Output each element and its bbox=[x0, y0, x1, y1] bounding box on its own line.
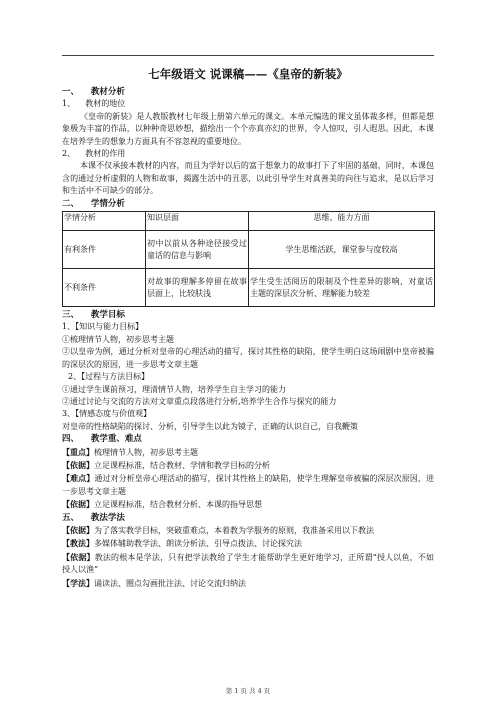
learning-method-label: 【学法】 bbox=[62, 577, 94, 588]
table-header-cell: 思维、能力方面 bbox=[249, 212, 435, 231]
goal-knowledge-heading: 1、【知识与能力目标】 bbox=[62, 322, 144, 332]
goal-attitude-item: 对皇帝的性格缺陷的探讨、分析，引导学生以此为镜子，正确的认识自己，自我鞭策 bbox=[62, 421, 358, 431]
document-body bbox=[62, 64, 434, 590]
goal-process-heading: 2、【过程与方法目标】 bbox=[68, 372, 150, 382]
table-row bbox=[63, 231, 435, 269]
paragraph-textbook-role: 本课不仅承接本教材的内容，而且为学好以后的富于想象力的故事打下了牢固的基础，同时，本课包含的通过分析虚假的人物和故事，揭露生活中的丑恶，以此引导学生对真善美的向往与追求，是以后学习和生活中不可缺少的部分。 bbox=[62, 161, 434, 196]
basis-text: 为了落实教学目标，突破重难点，本着教为学服务的原则，我准备采用以下教法 bbox=[94, 525, 374, 535]
learning-method bbox=[62, 577, 434, 590]
subheading-1-2: 2、 教材的作用 bbox=[62, 149, 126, 159]
page-number-footer: 第 1 页 共 4 页 bbox=[225, 687, 271, 695]
table-cell: 不利条件 bbox=[63, 269, 146, 307]
table-cell: 学生思维活跃，课堂参与度较高 bbox=[249, 231, 435, 269]
header-rule bbox=[62, 55, 434, 56]
section-heading-3: 三、 教学目标 bbox=[62, 310, 125, 321]
basis-label: 【依据】 bbox=[62, 459, 94, 470]
difficult-point-basis bbox=[62, 498, 434, 511]
goal-knowledge-item: ②以皇帝为例，通过分析对皇帝的心理活动的描写，探讨其性格的缺陷，使学生明白这场闹剧中皇帝被骗的深层次的原因，进一步思考文章主题 bbox=[62, 347, 434, 369]
basis-text: 立足课程标准，结合教材分析、本课的指导思想 bbox=[94, 500, 262, 510]
section-heading-2: 二、 学情分析 bbox=[62, 198, 125, 209]
table-cell: 学生受生活阅历的限制及个性差异的影响，对童话主题的深层次分析、理解能力较差 bbox=[249, 269, 435, 307]
key-point-label: 【重点】 bbox=[62, 446, 94, 457]
section-heading-1: 一、 教材分析 bbox=[62, 87, 125, 97]
section-heading-4: 四、 教学重、难点 bbox=[62, 434, 142, 445]
goal-knowledge-item: ①梳理情节人物，初步思考主题 bbox=[62, 334, 174, 344]
learning-basis bbox=[62, 551, 434, 577]
difficult-point-text: 通过对分析皇帝心理活动的描写，探讨其性格上的缺陷，使学生理解皇帝被骗的深层次原因，进一步思考文章主题 bbox=[62, 474, 434, 496]
basis-text: 教法的根本是学法，只有把学法教给了学生才能帮助学生更好地学习，正所谓“授人以鱼，不如授人以渔” bbox=[62, 552, 434, 575]
table-header-row bbox=[63, 212, 435, 231]
basis-label: 【依据】 bbox=[62, 551, 95, 562]
paragraph-textbook-status: 《皇帝的新装》是人教版教材七年级上册第六单元的课文。本单元编选的课文虽体裁多样，但都是想象极为丰富的作品，以种种奇思妙想，描绘出一个个亦真亦幻的世界，令人惊叹，引人遐思。因此，本课在培养学生的想象力方面具有不容忽视的重要地位。 bbox=[62, 111, 434, 146]
learning-method-text: 诵读法、圈点勾画批注法、讨论交流归纳法 bbox=[94, 578, 246, 588]
section-heading-5: 五、 教法学法 bbox=[62, 512, 125, 523]
key-point-text: 梳理情节人物，初步思考主题 bbox=[94, 447, 198, 457]
table-cell: 有利条件 bbox=[63, 231, 146, 269]
basis-text: 立足课程标准，结合教材、学情和教学目标的分析 bbox=[94, 460, 270, 470]
table-row bbox=[63, 269, 435, 307]
table-cell: 初中以前从各种途径接受过童话的信息与影响 bbox=[146, 231, 249, 269]
basis-label: 【依据】 bbox=[62, 524, 94, 535]
table-cell: 对故事的理解多停留在故事层面上，比较肤浅 bbox=[146, 269, 249, 307]
key-point-basis bbox=[62, 459, 434, 472]
teaching-method-label: 【教法】 bbox=[62, 538, 94, 549]
difficult-point-label: 【难点】 bbox=[62, 473, 95, 484]
basis-label: 【依据】 bbox=[62, 499, 94, 510]
document-title: 七年级语文 说课稿——《皇帝的新装》 bbox=[148, 67, 348, 81]
goal-process-item: ②通过讨论与交流的方法对文章重点段落进行分析,培养学生合作与探究的能力 bbox=[62, 396, 337, 406]
teaching-method bbox=[62, 537, 434, 550]
subheading-1-1: 1、 教材的地位 bbox=[62, 99, 126, 109]
key-point bbox=[62, 446, 434, 459]
learning-analysis-table bbox=[62, 211, 435, 307]
teaching-method-text: 多媒体辅助教学法、朗读分析法、引导点拨法、讨论探究法 bbox=[94, 539, 302, 549]
goal-process-item: ①通过学生课前预习，理清情节人物，培养学生自主学习的能力 bbox=[62, 384, 286, 394]
method-basis bbox=[62, 524, 434, 537]
table-header-cell: 知识层面 bbox=[146, 212, 249, 231]
goal-attitude-heading: 3、【情感态度与价值观】 bbox=[62, 409, 152, 419]
difficult-point bbox=[62, 472, 434, 498]
table-header-cell: 学情分析 bbox=[63, 212, 146, 231]
